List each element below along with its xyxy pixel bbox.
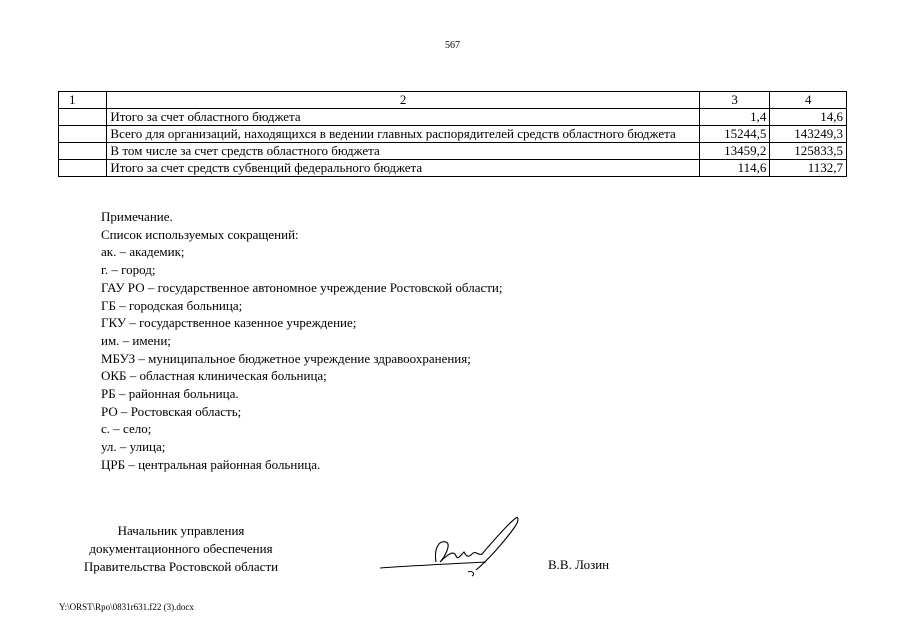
table-cell: 1132,7 [770,160,847,177]
table-cell: Итого за счет областного бюджета [107,109,699,126]
abbreviation-item: РО – Ростовская область; [101,403,242,419]
header-cell-1: 1 [59,92,107,109]
abbreviation-item: ГБ – городская больница; [101,297,243,313]
header-cell-3: 3 [699,92,770,109]
signer-name: В.В. Лозин [548,557,610,572]
table-cell: 13459,2 [699,143,770,160]
abbreviation-item: РБ – районная больница. [101,386,239,402]
abbreviation-item: г. – город; [101,262,156,278]
abbreviation-item: им. – имени; [101,332,171,348]
file-path: Y:\ORST\Rpo\0831r631.f22 (3).docx [59,602,194,612]
abbreviation-item: МБУЗ – муниципальное бюджетное учреждение здравоохранения; [101,350,471,366]
signer-position [56,522,306,576]
notes-subtitle: Список используемых сокращений: [101,226,299,242]
table-cell: 143249,3 [770,126,847,143]
page-number: 567 [445,40,460,51]
header-cell-4: 4 [770,92,847,109]
table-cell: 15244,5 [699,126,770,143]
header-cell-2: 2 [107,92,699,109]
table-cell: 125833,5 [770,143,847,160]
table-cell: 1,4 [699,109,770,126]
handwritten-signature [376,510,526,580]
table-row [59,126,847,143]
table-cell [59,160,107,177]
abbreviation-item: с. – село; [101,421,152,437]
abbreviation-item: ОКБ – областная клиническая больница; [101,368,327,384]
notes-title: Примечание. [101,209,173,224]
table-cell: В том числе за счет средств областного бюджета [107,143,699,160]
table-row [59,160,847,177]
budget-table [58,91,847,177]
abbreviation-item: ул. – улица; [101,439,166,455]
table-cell: Итого за счет средств субвенций федерального бюджета [107,160,699,177]
notes-section [101,208,821,474]
table-row [59,109,847,126]
table-cell: 14,6 [770,109,847,126]
table-cell [59,143,107,160]
abbreviation-item: ГАУ РО – государственное автономное учреждение Ростовской области; [101,279,503,295]
table-cell: Всего для организаций, находящихся в ведении главных распорядителей средств областного бюджета [107,126,699,143]
position-line: Правительства Ростовской области [83,559,279,574]
table-cell [59,109,107,126]
table-row [59,143,847,160]
abbreviation-item: ак. – академик; [101,244,185,260]
position-line: Начальник управления [117,523,245,538]
position-line: документационного обеспечения [89,541,273,556]
abbreviation-item: ГКУ – государственное казенное учреждение; [101,315,357,331]
abbreviation-item: ЦРБ – центральная районная больница. [101,456,321,472]
table-header-row [59,92,847,109]
table-cell [59,126,107,143]
table-cell: 114,6 [699,160,770,177]
